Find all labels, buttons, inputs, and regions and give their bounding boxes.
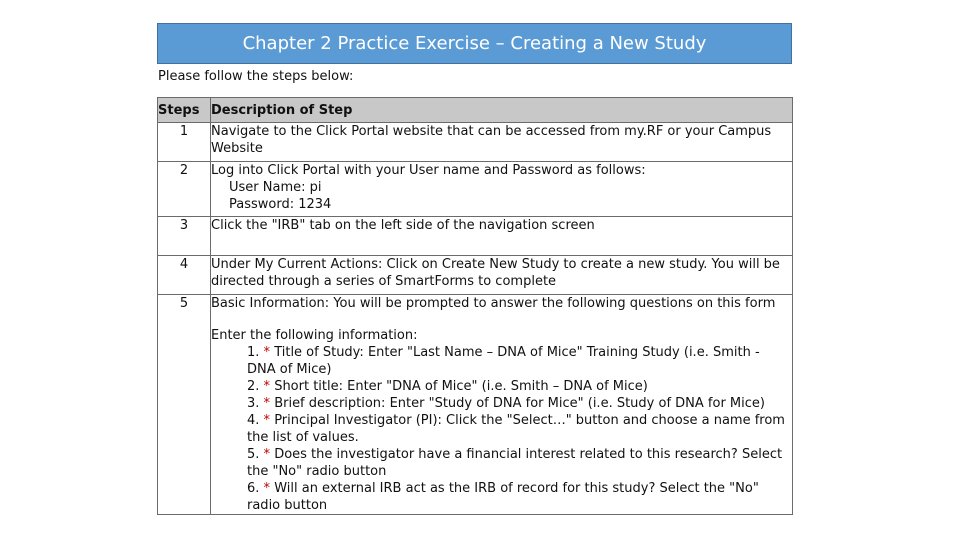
detail-item: 5. * Does the investigator have a financial interest related to this research? Select the "No" radio button: [247, 447, 783, 479]
detail-item: 3. * Brief description: Enter "Study of DNA for Mice" (i.e. Study of DNA for Mice): [247, 396, 765, 411]
intro-text: Please follow the steps below:: [158, 69, 354, 84]
step-description: [211, 256, 793, 295]
step-line: Navigate to the Click Portal website that can be accessed from my.RF or your Campus Website: [211, 124, 772, 156]
header-description: Description of Step: [211, 98, 793, 123]
table-row: [158, 217, 793, 256]
step-line: Click the "IRB" tab on the left side of the navigation screen: [211, 218, 595, 233]
step-number: 3: [158, 217, 211, 256]
detail-lead: Enter the following information:: [211, 328, 418, 343]
password-line: Password: 1234: [229, 197, 332, 212]
detail-item: 6. * Will an external IRB act as the IRB of record for this study? Select the "No" radio button: [247, 481, 759, 513]
username-line: User Name: pi: [229, 180, 322, 195]
table-row: [158, 256, 793, 295]
step-line: Basic Information: You will be prompted to answer the following questions on this form: [211, 296, 776, 311]
step-description: [211, 123, 793, 162]
table-row: [158, 295, 793, 515]
detail-item: 1. * Title of Study: Enter "Last Name – DNA of Mice" Training Study (i.e. Smith - DNA of Mice): [247, 345, 760, 377]
table-row: [158, 123, 793, 162]
detail-item: 4. * Principal Investigator (PI): Click the "Select…" button and choose a name from the list of values.: [247, 413, 785, 445]
page-title: Chapter 2 Practice Exercise – Creating a New Study: [157, 23, 792, 64]
table-header-row: [158, 98, 793, 123]
step-number: 4: [158, 256, 211, 295]
table-row: [158, 162, 793, 217]
step-description: [211, 295, 793, 515]
step-line: Under My Current Actions: Click on Create New Study to create a new study. You will be directed through a series of SmartForms to complete: [211, 257, 780, 289]
step-description: [211, 162, 793, 217]
step-line: Log into Click Portal with your User name and Password as follows:: [211, 163, 646, 178]
step-number: 5: [158, 295, 211, 515]
step-number: 1: [158, 123, 211, 162]
steps-table: [157, 97, 793, 515]
step-number: 2: [158, 162, 211, 217]
detail-item: 2. * Short title: Enter "DNA of Mice" (i.e. Smith – DNA of Mice): [247, 379, 648, 394]
step-description: [211, 217, 793, 256]
header-steps: Steps: [158, 98, 211, 123]
